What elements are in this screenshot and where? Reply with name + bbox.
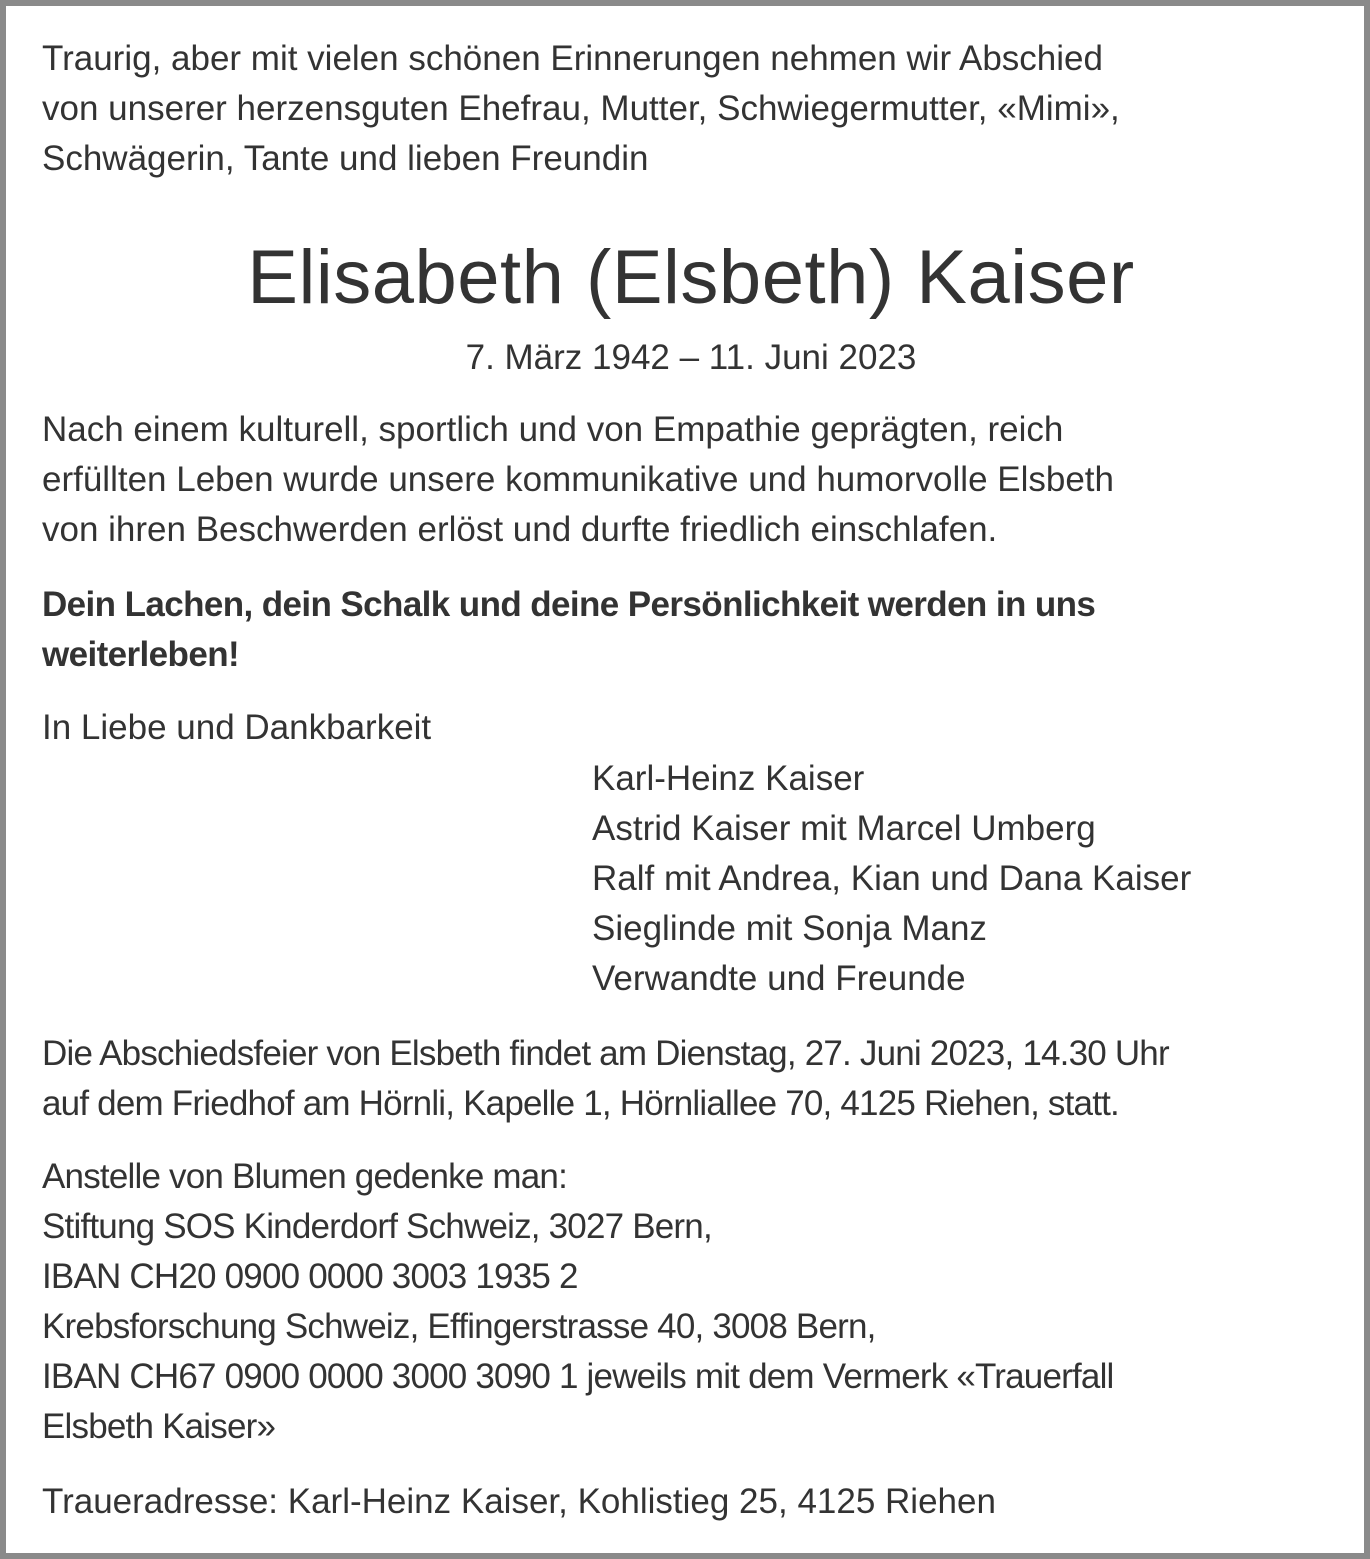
motto-line: weiterleben! [42,635,240,674]
intro-line: Traurig, aber mit vielen schönen Erinnerungen nehmen wir Abschied [42,39,1103,78]
donations-line: Stiftung SOS Kinderdorf Schweiz, 3027 Bern, [42,1207,712,1246]
life-line: Nach einem kulturell, sportlich und von Empathie geprägten, reich [42,410,1064,449]
closing-line: In Liebe und Dankbarkeit [42,708,432,747]
signatory: Astrid Kaiser mit Marcel Umberg [592,809,1096,848]
donations-line: IBAN CH67 0900 0000 3000 3090 1 jeweils mit dem Vermerk «Trauerfall [42,1357,1114,1396]
signatory: Sieglinde mit Sonja Manz [592,909,987,948]
life-line: erfüllten Leben wurde unsere kommunikative und humorvolle Elsbeth [42,460,1114,499]
ceremony-line: Die Abschiedsfeier von Elsbeth findet am Dienstag, 27. Juni 2023, 14.30 Uhr [42,1034,1169,1073]
life-line: von ihren Beschwerden erlöst und durfte friedlich einschlafen. [42,510,998,549]
donations-line: Krebsforschung Schweiz, Effingerstrasse 40, 3008 Bern, [42,1307,876,1346]
life-paragraph [42,405,1342,555]
closing-phrase [42,703,1342,753]
signatory: Karl-Heinz Kaiser [592,759,865,798]
intro-line: von unserer herzensguten Ehefrau, Mutter, Schwiegermutter, «Mimi», [42,89,1120,128]
intro-line: Schwägerin, Tante und lieben Freundin [42,139,649,178]
donations-line: IBAN CH20 0900 0000 3003 1935 2 [42,1257,578,1296]
ceremony-paragraph [42,1029,1342,1129]
motto-line: Dein Lachen, dein Schalk und deine Persönlichkeit werden in uns [42,585,1096,624]
donations-line: Anstelle von Blumen gedenke man: [42,1157,568,1196]
signatory: Ralf mit Andrea, Kian und Dana Kaiser [592,859,1192,898]
donations-paragraph [42,1152,1342,1452]
mourning-address-line: Traueradresse: Karl-Heinz Kaiser, Kohlistieg 25, 4125 Riehen [42,1482,996,1521]
life-dates: 7. März 1942 – 11. Juni 2023 [465,338,917,377]
mourning-address [42,1477,1342,1527]
donations-line: Elsbeth Kaiser» [42,1407,276,1446]
intro-paragraph [42,34,1342,184]
motto-paragraph [42,580,1342,680]
ceremony-line: auf dem Friedhof am Hörnli, Kapelle 1, Hörnliallee 70, 4125 Riehen, statt. [42,1084,1119,1123]
deceased-name: Elisabeth (Elsbeth) Kaiser [247,235,1135,320]
signatory: Verwandte und Freunde [592,959,966,998]
signatories-list [592,754,1191,1004]
